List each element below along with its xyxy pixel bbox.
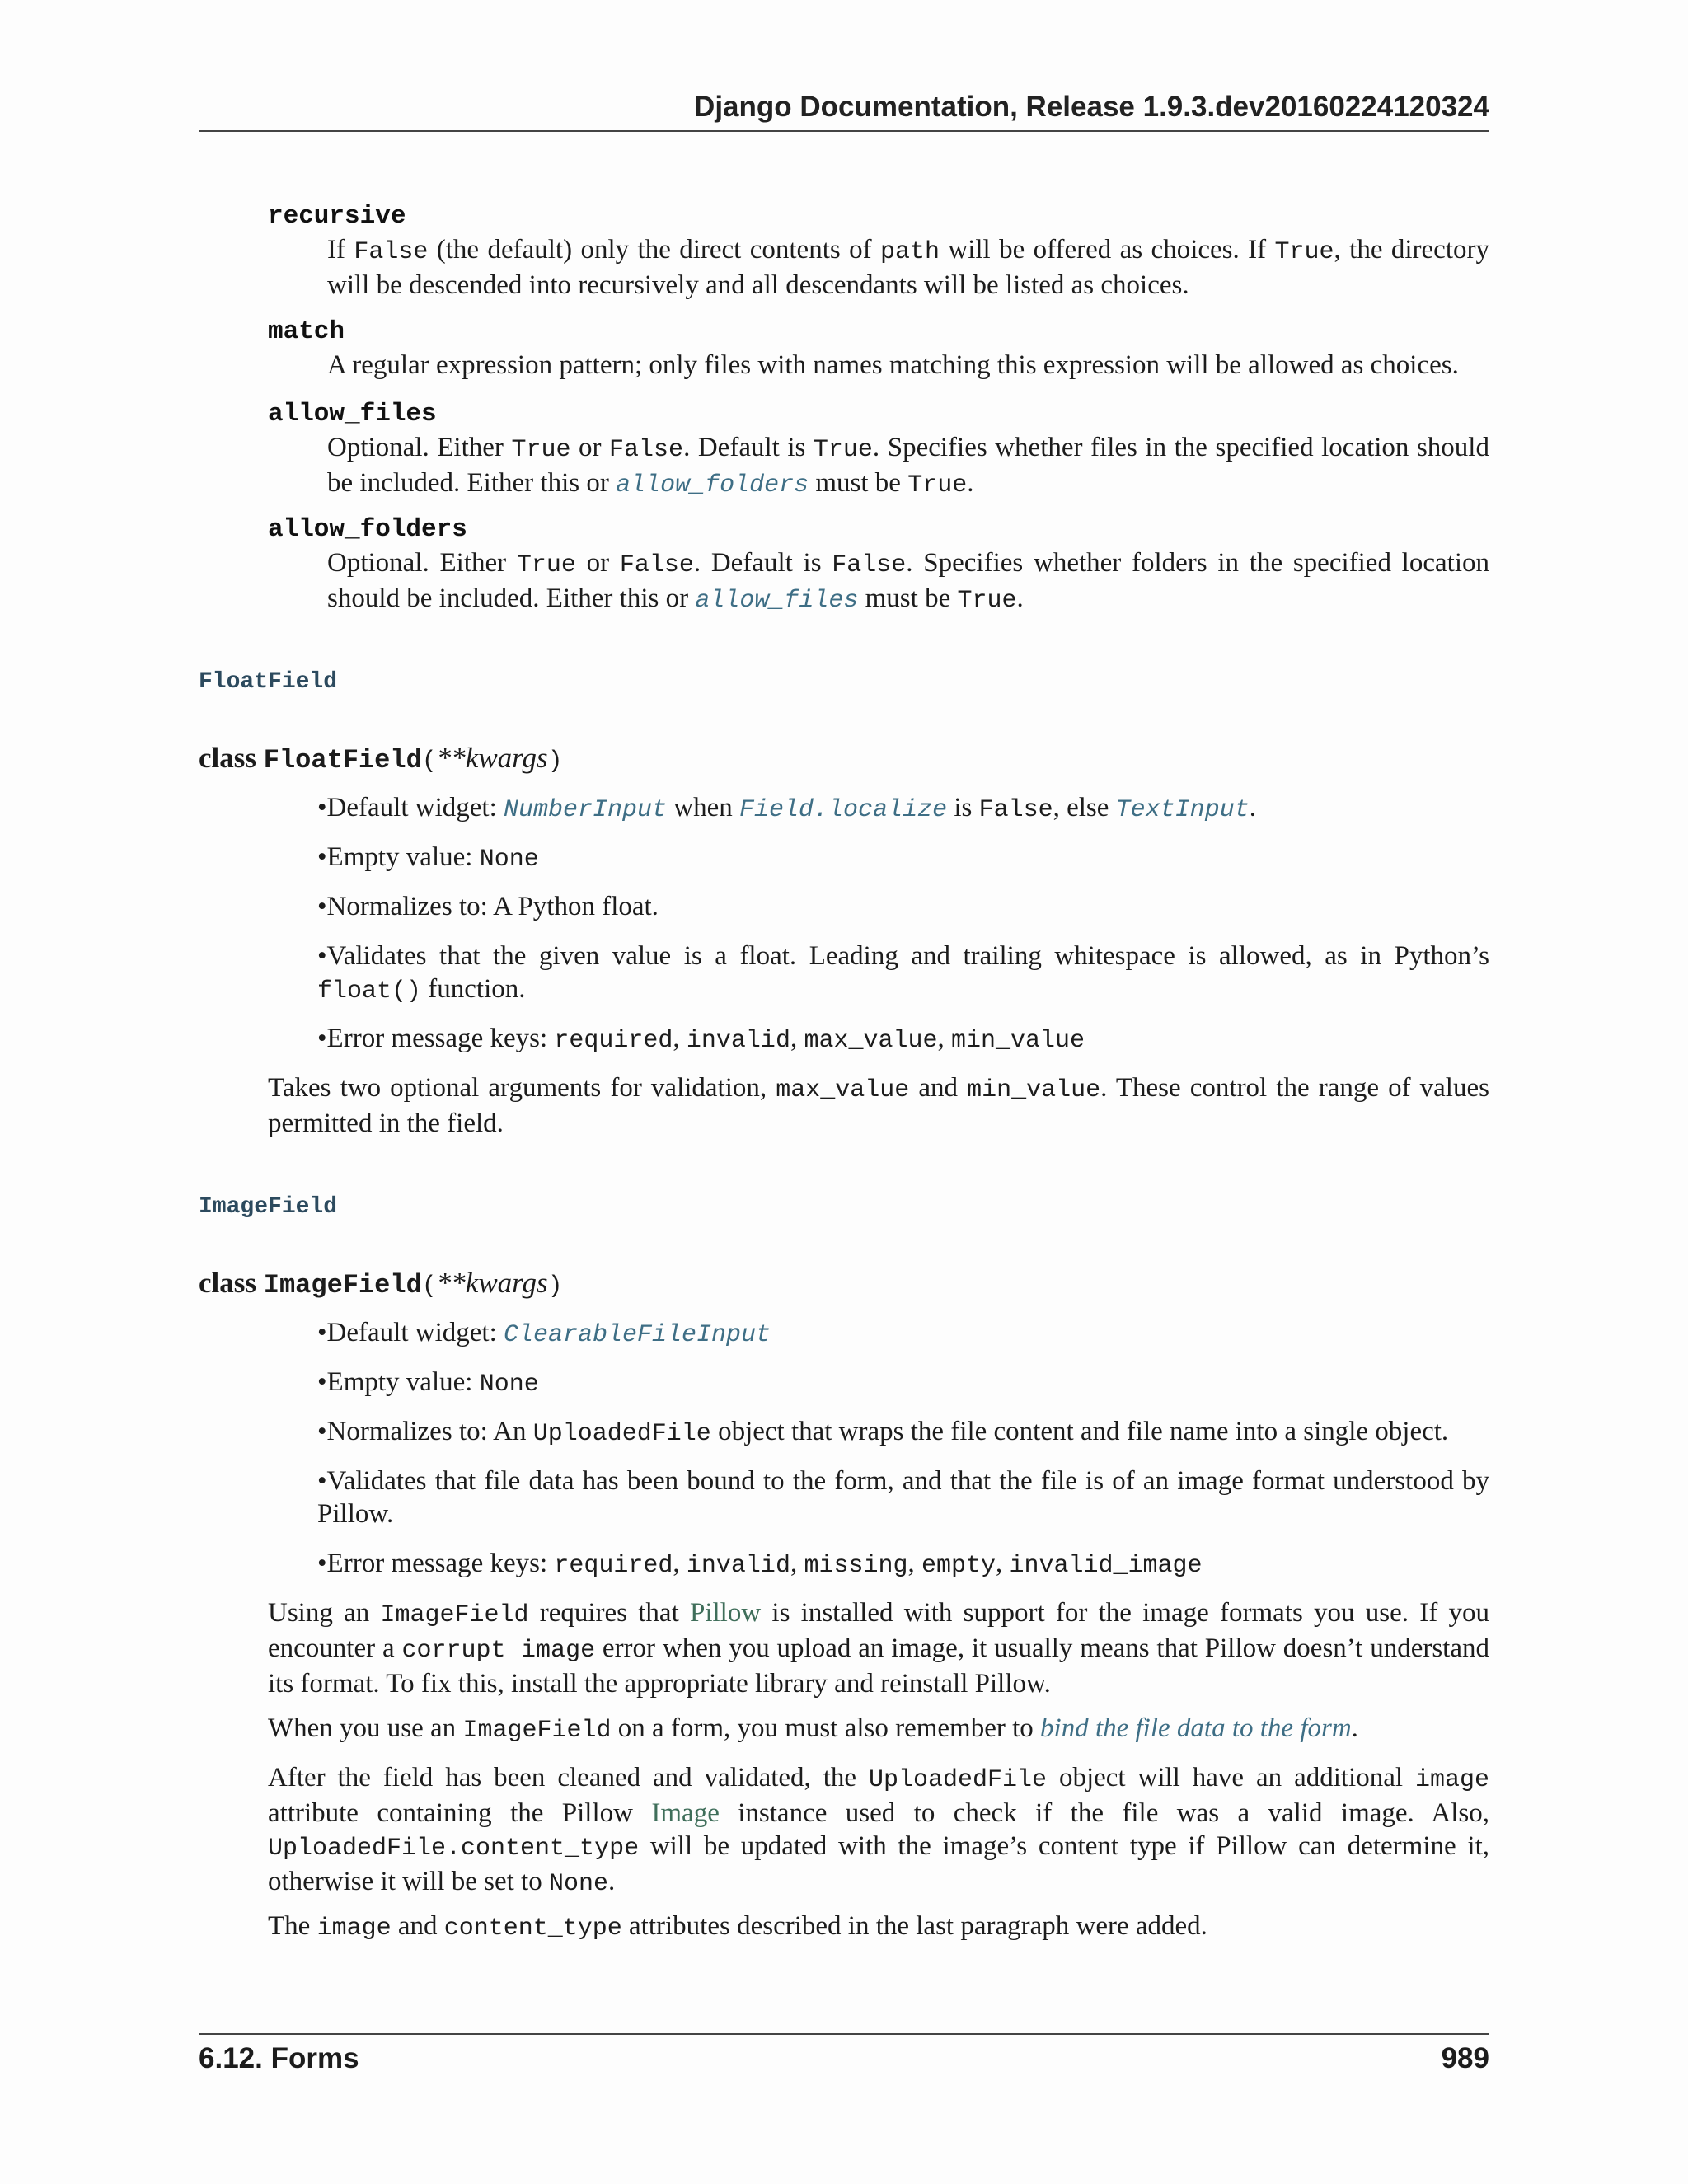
allow-files-link[interactable]: allow_files (695, 587, 859, 615)
option-name-allow-files: allow_files (268, 400, 437, 429)
textinput-link[interactable]: TextInput (1115, 796, 1250, 824)
clearablefileinput-link[interactable]: ClearableFileInput (504, 1321, 771, 1349)
floatfield-validates: •Validates that the given value is a float. Leading and trailing whitespace is allowed, as in Python’s float() function. (317, 941, 1489, 1005)
footer-rule (199, 2033, 1489, 2035)
footer-section: 6.12. Forms (199, 2042, 359, 2074)
imagefield-empty-value: •Empty value: None (317, 1367, 539, 1399)
option-name-match: match (268, 317, 345, 346)
option-name-allow-folders: allow_folders (268, 515, 467, 544)
page-number: 989 (1441, 2042, 1489, 2074)
section-title-imagefield[interactable]: ImageField (199, 1194, 338, 1220)
numberinput-link[interactable]: NumberInput (504, 796, 668, 824)
imagefield-normalizes: •Normalizes to: An UploadedFile object that wraps the file content and file name into a single object. (317, 1417, 1449, 1448)
header-rule (199, 130, 1489, 132)
section-title-floatfield[interactable]: FloatField (199, 669, 338, 695)
option-desc-match: A regular expression pattern; only files with names matching this expression will be allowed as choices. (327, 350, 1459, 380)
imagefield-default-widget: •Default widget: ClearableFileInput (317, 1318, 771, 1349)
running-header: Django Documentation, Release 1.9.3.dev20160224120324 (694, 91, 1489, 123)
option-desc-allow-folders: Optional. Either True or False. Default is False. Specifies whether folders in the specified location should be included. Either this or allow_files must be True. (327, 548, 1489, 615)
imagefield-error-keys: •Error message keys: required, invalid, missing, empty, invalid_image (317, 1549, 1203, 1580)
field-localize-link[interactable]: Field.localize (739, 796, 948, 824)
imagefield-paragraph-cleaned: After the field has been cleaned and validated, the UploadedFile object will have an additional image attribute containing the Pillow Image instance used to check if the file was a valid image. Also, UploadedFile.content_type will be updated with the image’s content type if Pillow can determine it, otherwise it will be set to None. (268, 1763, 1489, 1898)
floatfield-default-widget: •Default widget: NumberInput when Field.localize is False, else TextInput. (317, 793, 1256, 824)
option-name-recursive: recursive (268, 202, 406, 231)
imagefield-paragraph-added: The image and content_type attributes described in the last paragraph were added. (268, 1911, 1207, 1943)
option-desc-recursive: If False (the default) only the direct contents of path will be offered as choices. If True, the directory will be descended into recursively and all descendants will be listed as choices. (327, 235, 1489, 300)
class-signature-floatfield: class FloatField(**kwargs) (199, 742, 563, 776)
image-link[interactable]: Image (651, 1798, 720, 1828)
bind-file-data-link[interactable]: bind the file data to the form (1040, 1713, 1352, 1743)
floatfield-paragraph: Takes two optional arguments for validation, max_value and min_value. These control the range of values permitted in the field. (268, 1073, 1489, 1138)
option-desc-allow-files: Optional. Either True or False. Default is True. Specifies whether files in the specified location should be included. Either this or allow_folders must be True. (327, 433, 1489, 499)
floatfield-normalizes: •Normalizes to: A Python float. (317, 892, 659, 921)
allow-folders-link[interactable]: allow_folders (616, 471, 809, 499)
pillow-link[interactable]: Pillow (689, 1598, 762, 1628)
class-signature-imagefield: class ImageField(**kwargs) (199, 1267, 563, 1301)
imagefield-paragraph-pillow: Using an ImageField requires that Pillow is installed with support for the image formats you use. If you encounter a corrupt image error when you upload an image, it usually means that Pillow doesn’t understand its format. To fix this, install the appropriate library and reinstall Pillow. (268, 1598, 1489, 1699)
imagefield-paragraph-bind: When you use an ImageField on a form, you must also remember to bind the file data to the form. (268, 1713, 1358, 1745)
imagefield-validates: •Validates that file data has been bound to the form, and that the file is of an image format understood by Pillow. (317, 1466, 1489, 1529)
floatfield-error-keys: •Error message keys: required, invalid, max_value, min_value (317, 1024, 1085, 1055)
floatfield-empty-value: •Empty value: None (317, 842, 539, 874)
